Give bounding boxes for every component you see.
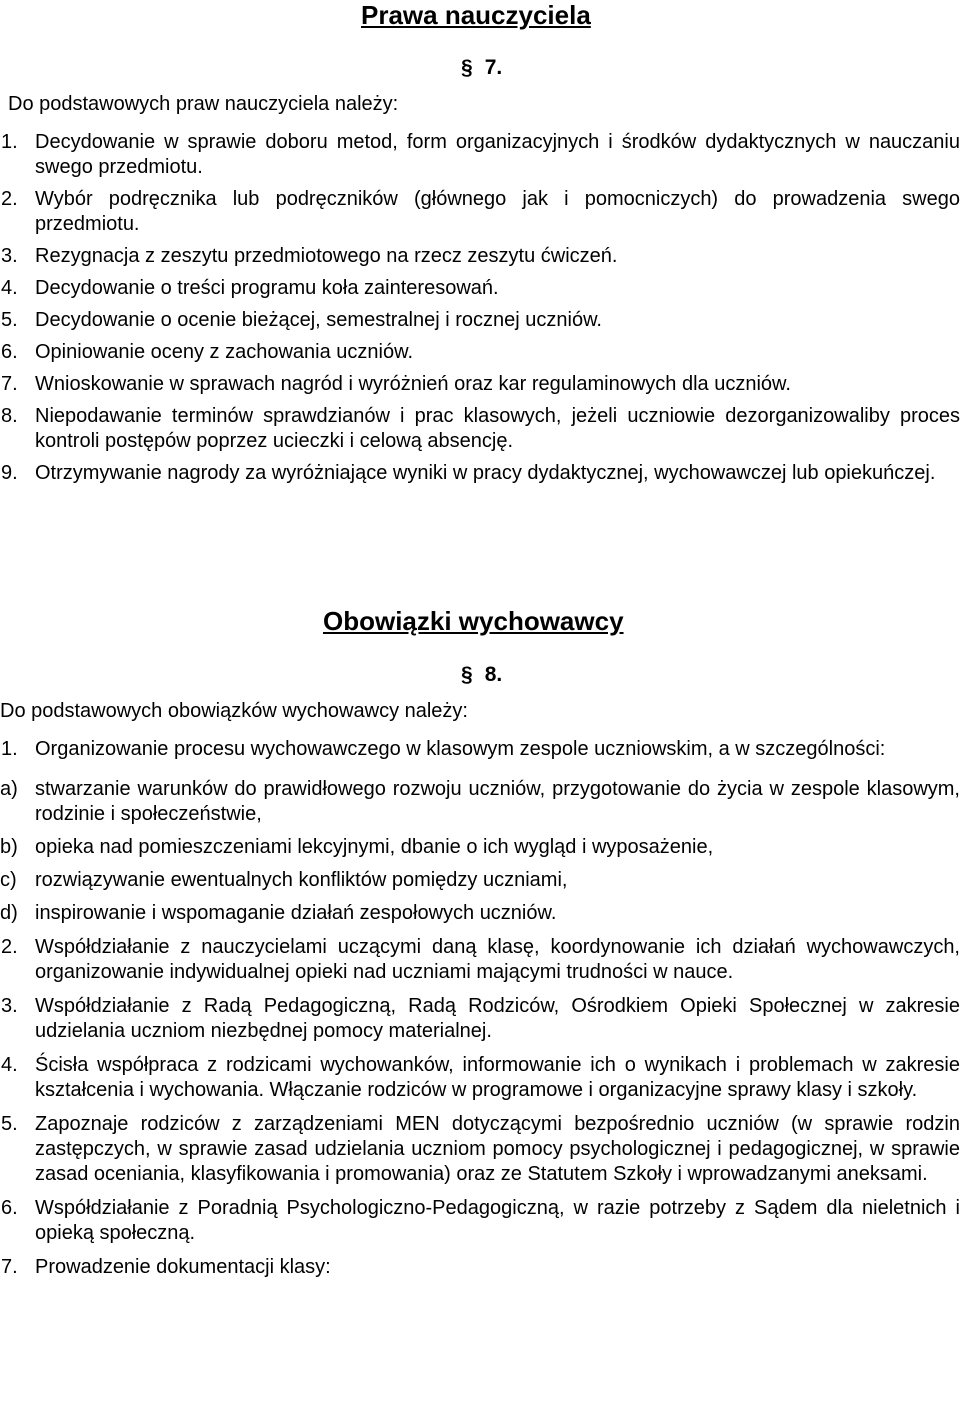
paragraph-number-value: 7. (484, 56, 503, 79)
item-number: 2. (1, 188, 18, 210)
paragraph-number (461, 663, 502, 687)
item-text: Prowadzenie dokumentacji klasy: (35, 1256, 331, 1278)
sub-item-letter: d) (0, 902, 18, 924)
list-item (0, 935, 960, 985)
list-item (0, 1112, 960, 1187)
item-text: Zapoznaje rodziców z zarządzeniami MEN dotyczącymi bezpośrednio uczniów (w sprawie rodzin zastępczych, w sprawie zasad udzielania uczniom pomocy psychologicznej i pedagogicznej, w sprawie zasad oceniania, klasyfikowania i promowania) oraz ze Statutem Szkoły i wprowadzanymi aneksami. (35, 1113, 960, 1185)
item-number: 6. (1, 341, 18, 363)
paragraph-number (461, 56, 502, 80)
sub-item-text: opieka nad pomieszczeniami lekcyjnymi, dbanie o ich wygląd i wyposażenie, (35, 836, 714, 858)
item-number: 4. (1, 277, 18, 299)
item-text: Wybór podręcznika lub podręczników (głównego jak i pomocniczych) do prowadzenia swego przedmiotu. (35, 188, 960, 235)
list-item (0, 130, 960, 180)
item-text: Otrzymywanie nagrody za wyróżniające wyniki w pracy dydaktycznej, wychowawczej lub opiekuńczej. (35, 462, 936, 484)
list-item (0, 187, 960, 237)
paragraph-sign: § (461, 56, 473, 79)
list-item (0, 994, 960, 1044)
item-text: Wnioskowanie w sprawach nagród i wyróżnień oraz kar regulaminowych dla uczniów. (35, 373, 791, 395)
item-number: 7. (1, 1256, 18, 1278)
list-item (0, 1255, 960, 1280)
item-number: 9. (1, 462, 18, 484)
section-intro: Do podstawowych praw nauczyciela należy: (8, 93, 399, 115)
rights-list (0, 130, 960, 486)
item-number: 6. (1, 1197, 18, 1219)
section-title-teacher-rights: Prawa nauczyciela (361, 0, 591, 30)
item-number: 1. (1, 131, 18, 153)
list-item (0, 404, 960, 454)
item-text: Ścisła współpraca z rodzicami wychowanków, informowanie ich o wynikach i problemach w zakresie kształcenia i wychowania. Włączanie rodziców w programowe i organizacyjne sprawy klasy i szkoły. (35, 1054, 960, 1101)
item-text: Rezygnacja z zeszytu przedmiotowego na rzecz zeszytu ćwiczeń. (35, 245, 618, 267)
item-number: 5. (1, 309, 18, 331)
item-number: 3. (1, 245, 18, 267)
sub-item-letter: b) (0, 836, 18, 858)
sub-list-item (0, 835, 960, 860)
section-title-homeroom-duties: Obowiązki wychowawcy (323, 606, 624, 636)
sub-item-text: inspirowanie i wspomaganie działań zespołowych uczniów. (35, 902, 557, 924)
item-text: Decydowanie o ocenie bieżącej, semestralnej i rocznej uczniów. (35, 309, 602, 331)
section-intro: Do podstawowych obowiązków wychowawcy należy: (0, 700, 468, 722)
list-item (0, 461, 960, 486)
sub-list-item (0, 868, 960, 893)
item-text: Organizowanie procesu wychowawczego w klasowym zespole uczniowskim, a w szczególności: (35, 738, 886, 760)
list-item (0, 308, 960, 333)
item-text: Współdziałanie z nauczycielami uczącymi daną klasę, koordynowanie ich działań wychowawczych, organizowanie indywidualnej opieki nad uczniami mającymi trudności w nauce. (35, 936, 960, 983)
list-item (0, 737, 960, 926)
item-number: 8. (1, 405, 18, 427)
item-text: Decydowanie o treści programu koła zainteresowań. (35, 277, 499, 299)
list-item (0, 372, 960, 397)
list-item (0, 340, 960, 365)
item-text: Niepodawanie terminów sprawdzianów i prac klasowych, jeżeli uczniowie dezorganizowaliby proces kontroli postępów poprzez ucieczki i celową absencję. (35, 405, 960, 452)
item-number: 2. (1, 936, 18, 958)
sub-list-item (0, 777, 960, 827)
item-text: Decydowanie w sprawie doboru metod, form organizacyjnych i środków dydaktycznych w nauczaniu swego przedmiotu. (35, 131, 960, 178)
list-item (0, 244, 960, 269)
item-number: 7. (1, 373, 18, 395)
item-number: 3. (1, 995, 18, 1017)
list-item (0, 1053, 960, 1103)
sub-list-item (0, 901, 960, 926)
sub-item-text: stwarzanie warunków do prawidłowego rozwoju uczniów, przygotowanie do życia w zespole klasowym, rodzinie i społeczeństwie, (35, 778, 960, 825)
list-item (0, 276, 960, 301)
sub-item-text: rozwiązywanie ewentualnych konfliktów pomiędzy uczniami, (35, 869, 568, 891)
paragraph-number-value: 8. (484, 663, 503, 686)
item-text: Współdziałanie z Poradnią Psychologiczno-Pedagogiczną, w razie potrzeby z Sądem dla nieletnich i opieką społeczną. (35, 1197, 960, 1244)
item-number: 1. (1, 738, 18, 760)
item-text: Współdziałanie z Radą Pedagogiczną, Radą Rodziców, Ośrodkiem Opieki Społecznej w zakresie udzielania uczniom niezbędnej pomocy materialnej. (35, 995, 960, 1042)
duties-list (0, 737, 960, 1280)
sub-list (0, 777, 960, 926)
sub-item-letter: a) (0, 778, 18, 800)
paragraph-sign: § (461, 663, 473, 686)
item-text: Opiniowanie oceny z zachowania uczniów. (35, 341, 413, 363)
list-item (0, 1196, 960, 1246)
item-number: 5. (1, 1113, 18, 1135)
sub-item-letter: c) (0, 869, 17, 891)
item-number: 4. (1, 1054, 18, 1076)
